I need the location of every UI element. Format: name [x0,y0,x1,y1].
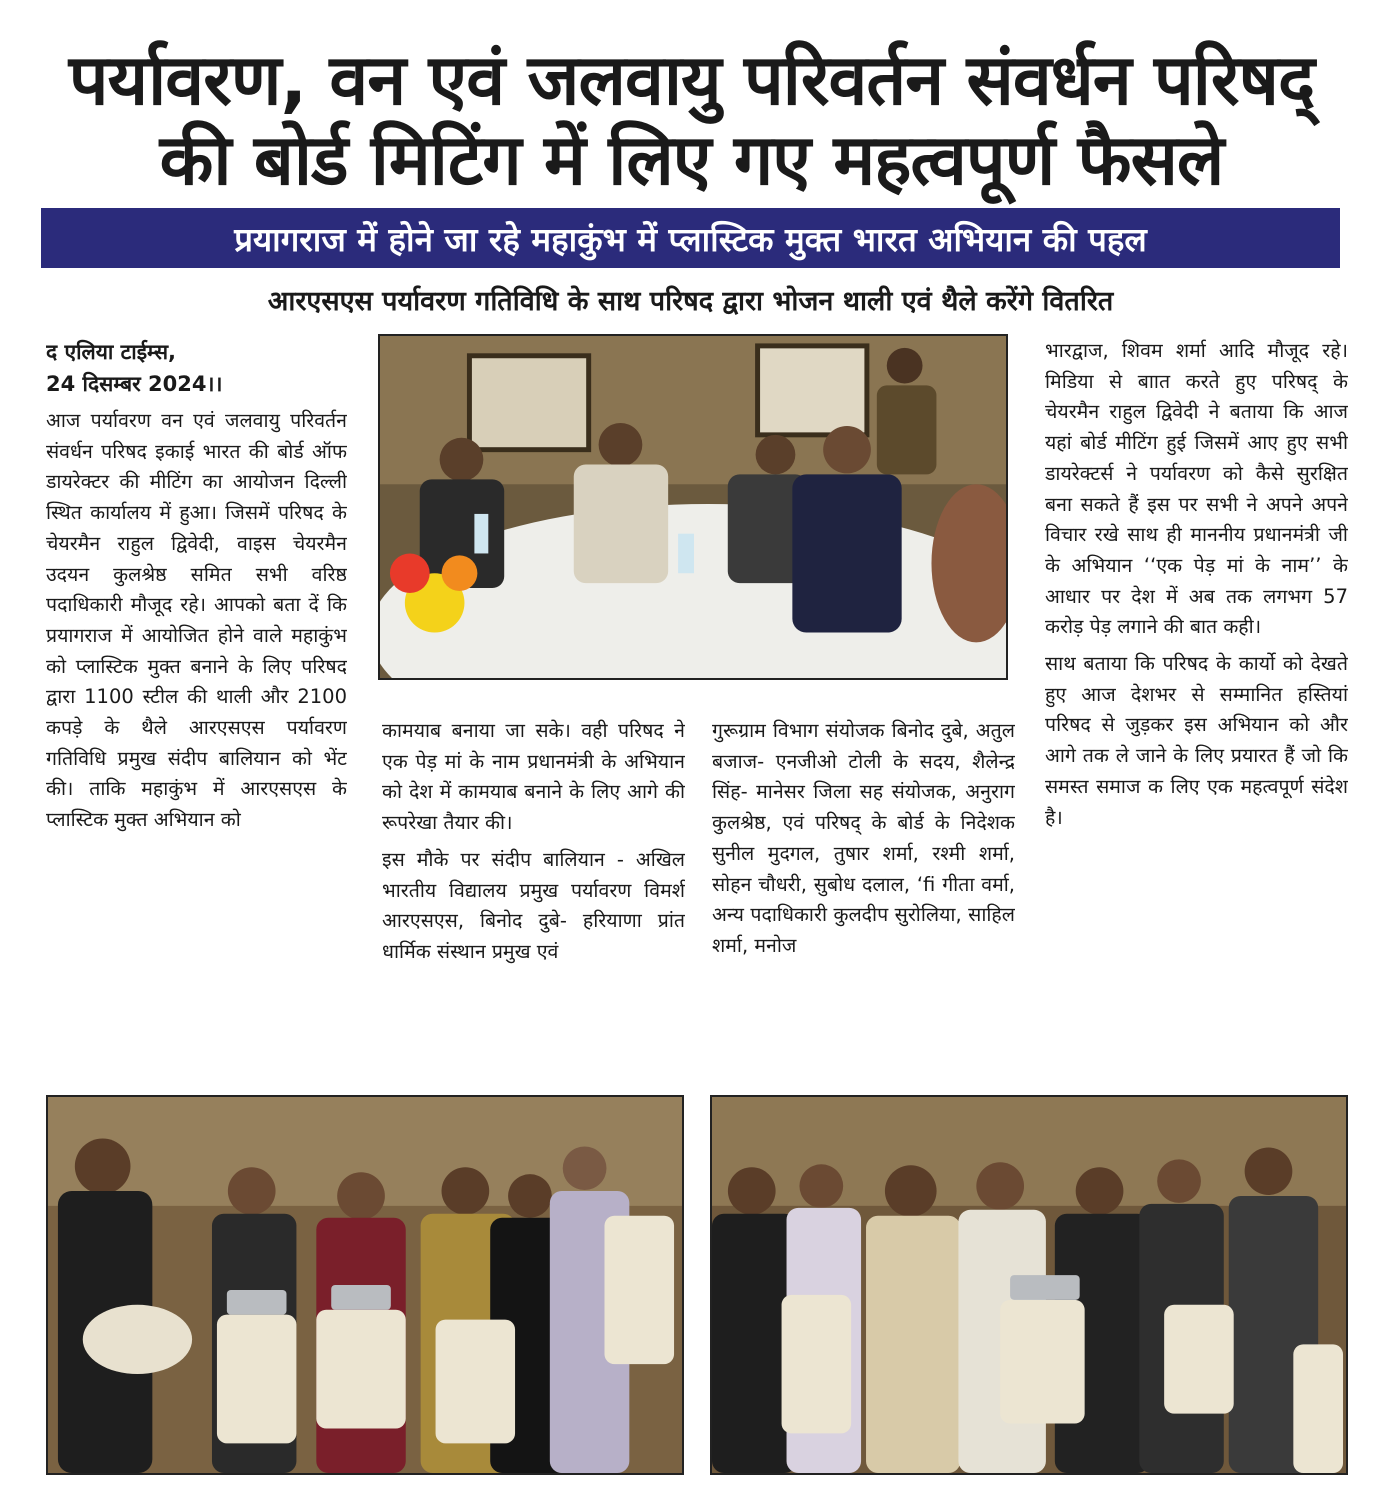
column-2-paragraph-1: कामयाब बनाया जा सके। वही परिषद ने एक पेड़ मां के नाम प्रधानमंत्री के अभियान को देश में कामयाब बनाने के लिए आगे की रूपरेखा तैयार की। [382,719,685,835]
meeting-photo [378,334,1008,680]
dateline-date: 24 दिसम्बर 2024।। [46,372,223,396]
distribution-photo-left [46,1095,684,1475]
meeting-photo-image [380,336,1006,678]
column-4-paragraph-2: साथ बताया कि परिषद के कार्यो को देखते हुए आज देशभर से सम्मानित हस्तियां परिषद से जुड़कर इस अभियान को और आगे तक ले जाने के लिए प्रयारत हैं जो कि समस्त समाज क लिए एक महत्वपूर्ण संदेश है। [1045,652,1348,829]
distribution-photo-left-image [48,1097,682,1473]
distribution-photo-right [710,1095,1348,1475]
dateline-source: द एलिया टाईम्स, [46,340,177,364]
column-4-paragraph-1: भारद्वाज, शिवम शर्मा आदि मौजूद रहे। मिडिया से बाात करते हुए परिषद् के चेयरमैन राहुल द्विवेदी ने बताया कि आज यहां बोर्ड मीटिंग हुई जिसमें आए हुए सभी डायरेक्टर्स ने पर्यावरण को कैसे सुरक्षित बना सकते हैं इस पर सभी ने अपने अपने विचार रखे साथ ही माननीय प्रधानमंत्री जी के अभियान ‘‘एक पेड़ मां के नाम’’ के आधार पर देश में अब तक लगभग 57 करोड़ पेड़ लगाने की बात कही। [1045,339,1348,639]
article-column-2 [382,716,685,1086]
banner-strap: प्रयागराज में होने जा रहे महाकुंभ में प्लास्टिक मुक्त भारत अभियान की पहल [41,208,1340,268]
headline-line-1: पर्यावरण, वन एवं जलवायु परिवर्तन संवर्धन परिषद् [68,39,1315,121]
article-column-1 [46,336,347,1081]
column-2-paragraph-2: इस मौके पर संदीप बालियान - अखिल भारतीय विद्यालय प्रमुख पर्यावरण विमर्श आरएसएस, बिनोद दुबे- हरियाणा प्रांत धार्मिक संस्थान प्रमुख एवं [382,847,685,963]
article-column-4 [1045,336,1348,1081]
column-3-text: गुरूग्राम विभाग संयोजक बिनोद दुबे, अतुल बजाज- एनजीओ टोली के सदय, शैलेन्द्र सिंह- मानेसर जिला सह संयोजक, अनुराग कुलश्रेष्ठ, एवं परिषद् के बोर्ड के निदेशक सुनील मुदगल, तुषार शर्मा, रश्मी शर्मा, सोहन चौधरी, सुबोध दलाल, ‘ﬁ गीता वर्मा, अन्य पदाधिकारी कुलदीप सुरोलिया, साहिल शर्मा, मनोज [712,719,1015,957]
subheadline: आरएसएस पर्यावरण गतिविधि के साथ परिषद द्वारा भोजन थाली एवं थैले करेंगे वितरित [267,286,1114,317]
headline-line-2: की बोर्ड मिटिंग में लिए गए महत्वपूर्ण फैसले [159,119,1224,201]
distribution-photo-right-image [712,1097,1346,1473]
article-column-3 [712,716,1015,1086]
dateline [46,336,347,400]
column-1-text: आज पर्यावरण वन एवं जलवायु परिवर्तन संवर्धन परिषद इकाई भारत की बोर्ड ऑफ डायरेक्टर की मीटिंग का आयोजन दिल्ली स्थित कार्यालय में हुआ। जिसमें परिषद के चेयरमैन राहुल द्विवेदी, वाइस चेयरमैन उदयन कुलश्रेष्ठ समित सभी वरिष्ठ पदाधिकारी मौजूद रहे। आपको बता दें कि प्रयागराज में आयोजित होने वाले महाकुंभ को प्लास्टिक मुक्त बनाने के लिए परिषद द्वारा 1100 स्टील की थाली और 2100 कपड़े के थैले आरएसएस पर्यावरण गतिविधि प्रमुख संदीप बालियान को भेंट की। ताकि महाकुंभ में आरएसएस के प्लास्टिक मुक्त अभियान को [46,409,347,832]
